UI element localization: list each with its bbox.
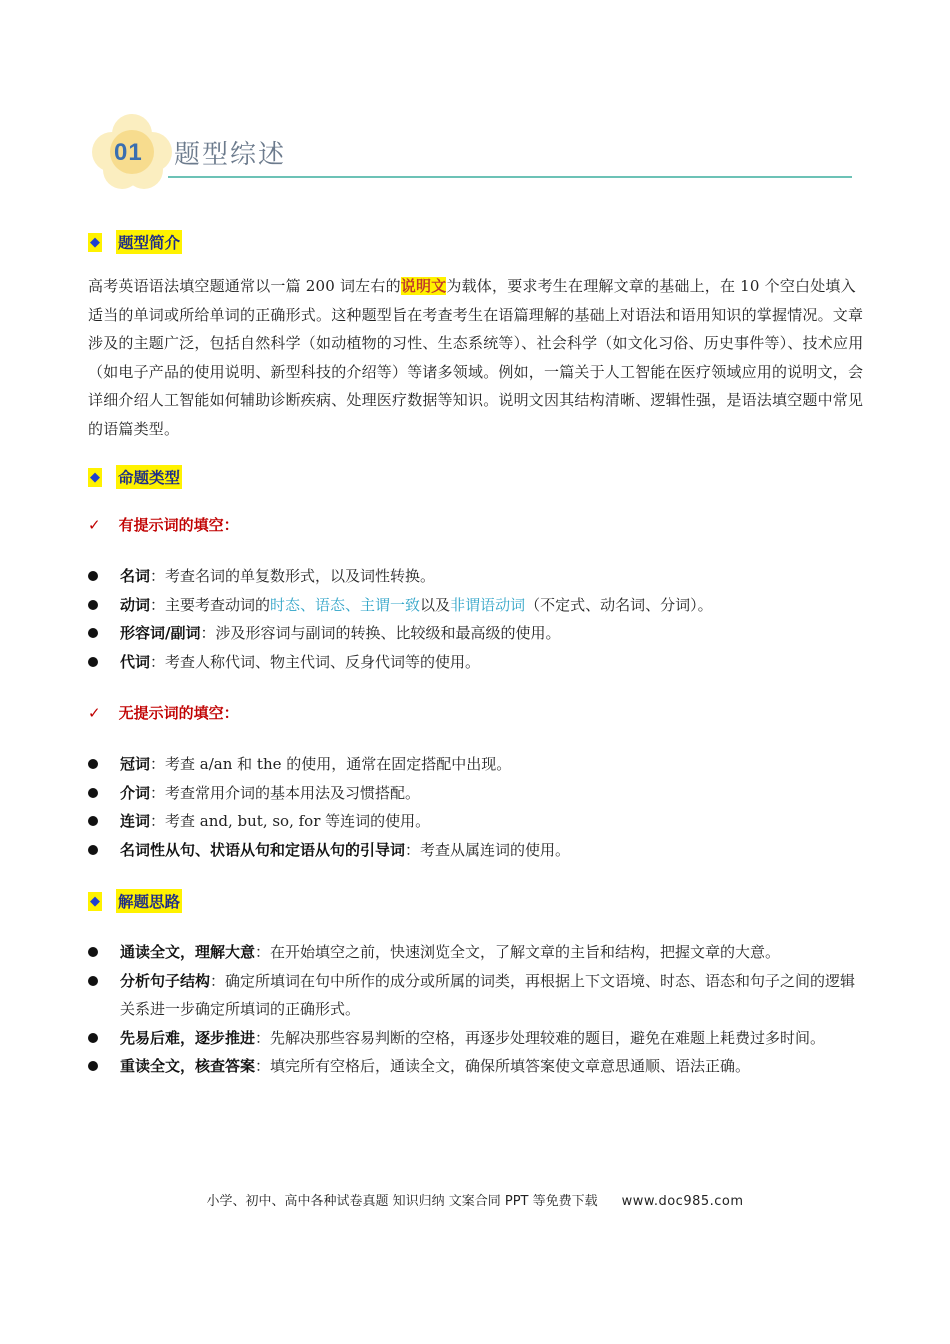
intro-paragraph: 高考英语语法填空题通常以一篇 200 词左右的说明文为载体，要求考生在理解文章的基础上，在 10 个空白处填入适当的单词或所给单词的正确形式。这种题型旨在考查考生在语篇理解的基础上对语法和语用知识的掌握情况。文章涉及的主题广泛，包括自然科学（如动植物的习性、生态系统等）、社会科学（如文化习俗、历史事件等）、技术应用（如电子产品的使用说明、新型科技的介绍等）等诸多领域。例如，一篇关于人工智能在医疗领域应用的说明文，会详细介绍人工智能如何辅助诊断疾病、处理医疗数据等知识。说明文因其结构清晰、逻辑性强，是语法填空题中常见的语篇类型。 [88,277,864,438]
bullet-icon [88,788,98,798]
bullet-icon [88,759,98,769]
section-title-intro: ◆ 题型简介 [88,230,182,254]
section-title-types: ◆ 命题类型 [88,465,182,489]
bullet-icon [88,816,98,826]
page-title: 题型综述 [174,140,287,170]
page-footer [0,1190,950,1209]
bullet-icon [88,600,98,610]
list-item: 名词性从句、状语从句和定语从句的引导词：考查从属连词的使用。 [88,836,864,865]
subsection-with-hint: ✓ 有提示词的填空： [88,515,239,534]
with-hint-list [88,562,864,676]
approach-list [88,938,864,1081]
list-item: 名词：考查名词的单复数形式，以及词性转换。 [88,562,864,591]
list-item: 分析句子结构：确定所填词在句中所作的成分或所属的词类，再根据上下文语境、时态、语态和句子之间的逻辑关系进一步确定所填词的正确形式。 [88,967,864,1024]
bullet-icon [88,571,98,581]
list-item: 连词：考查 and, but, so, for 等连词的使用。 [88,807,864,836]
checkmark-icon: ✓ [88,703,101,722]
list-item: 通读全文，理解大意：在开始填空之前，快速浏览全文，了解文章的主旨和结构，把握文章的大意。 [88,938,864,967]
diamond-icon: ◆ [90,469,100,485]
list-item: 冠词：考查 a/an 和 the 的使用，通常在固定搭配中出现。 [88,750,864,779]
header-underline [168,176,852,178]
bullet-icon [88,845,98,855]
diamond-icon: ◆ [90,234,100,250]
bullet-icon [88,976,98,986]
list-item: 先易后难，逐步推进：先解决那些容易判断的空格，再逐步处理较难的题目，避免在难题上耗费过多时间。 [88,1024,864,1053]
list-item: 介词：考查常用介词的基本用法及习惯搭配。 [88,779,864,808]
bullet-icon [88,1061,98,1071]
section-number: 01 [114,139,143,166]
section-header [90,112,852,192]
bullet-icon [88,628,98,638]
bullet-icon [88,947,98,957]
footer-url[interactable]: www.doc985.com [621,1194,744,1209]
bullet-icon [88,657,98,667]
section-title-approach: ◆ 解题思路 [88,889,182,913]
list-item: 重读全文，核查答案：填完所有空格后，通读全文，确保所填答案使文章意思通顺、语法正确。 [88,1052,864,1081]
footer-text: 小学、初中、高中各种试卷真题 知识归纳 文案合同 PPT 等免费下载 [206,1194,598,1209]
subsection-without-hint: ✓ 无提示词的填空： [88,703,239,722]
without-hint-list [88,750,864,864]
list-item: 形容词/副词：涉及形容词与副词的转换、比较级和最高级的使用。 [88,619,864,648]
highlight-term: 说明文 [400,277,447,295]
list-item: 代词：考查人称代词、物主代词、反身代词等的使用。 [88,648,864,677]
bullet-icon [88,1033,98,1043]
diamond-icon: ◆ [90,893,100,909]
list-item: 动词：主要考查动词的时态、语态、主谓一致以及非谓语动词（不定式、动名词、分词）。 [88,591,864,620]
checkmark-icon: ✓ [88,515,101,534]
